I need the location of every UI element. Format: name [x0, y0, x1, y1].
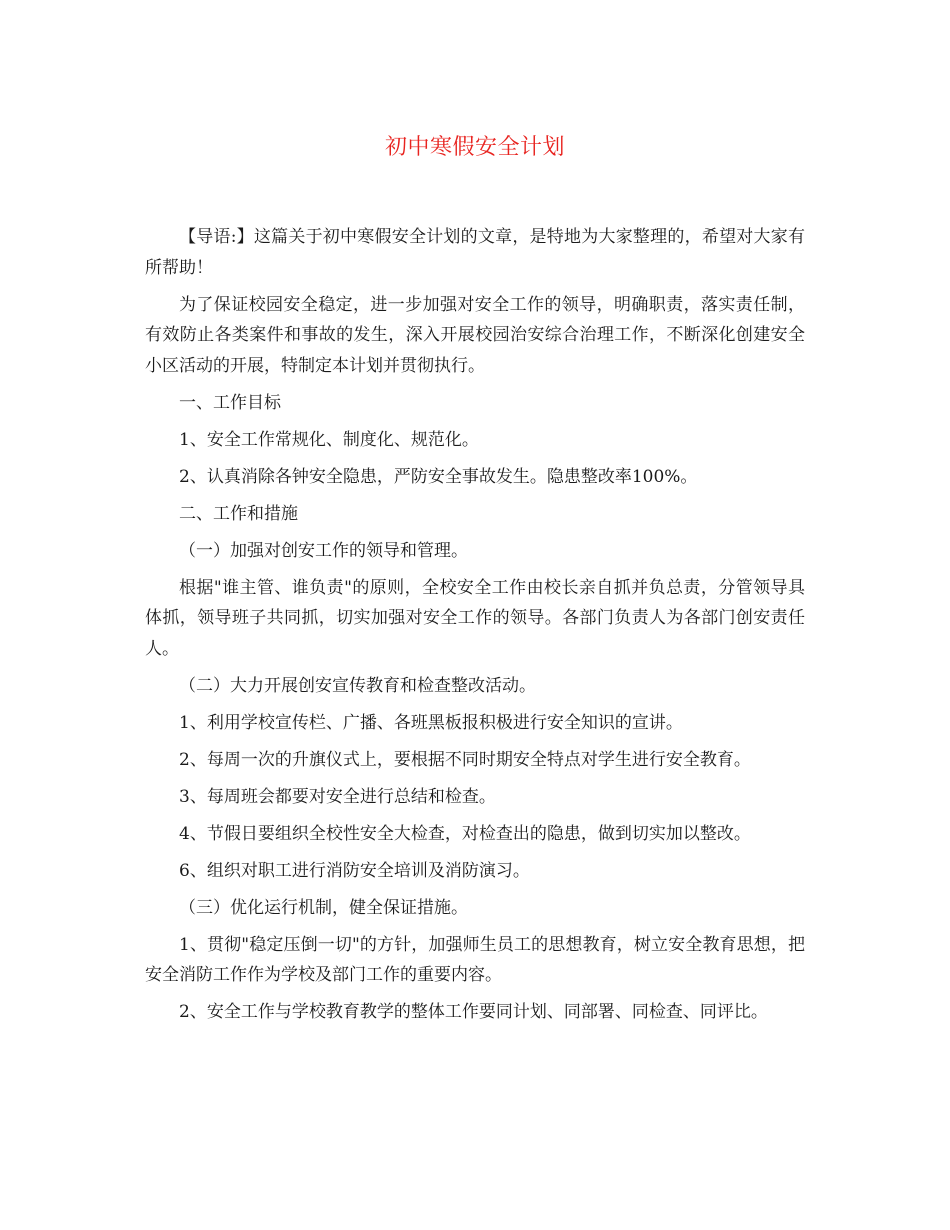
mechanism-item-2: 2、安全工作与学校教育教学的整体工作要同计划、同部署、同检查、同评比。 — [179, 1002, 768, 1022]
subsection-heading-3: （三）优化运行机制，健全保证措施。 — [179, 897, 468, 918]
education-item-4: 4、节假日要组织全校性安全大检查，对检查出的隐患，做到切实加以整改。 — [179, 823, 751, 844]
purpose-paragraph: 为了保证校园安全稳定，进一步加强对安全工作的领导，明确职责，落实责任制，有效防止各类案件和事故的发生，深入开展校园治安综合治理工作，不断深化创建安全小区活动的开展，特制定本计划并贯彻执行。 — [145, 294, 805, 376]
document-body — [145, 222, 805, 1034]
education-item-2: 2、每周一次的升旗仪式上，要根据不同时期安全特点对学生进行安全教育。 — [179, 749, 751, 770]
education-item-3: 3、每周班会都要对安全进行总结和检查。 — [179, 786, 496, 807]
intro-paragraph: 【导语:】这篇关于初中寒假安全计划的文章，是特地为大家整理的，希望对大家有所帮助！ — [145, 227, 805, 278]
education-item-6: 6、组织对职工进行消防安全培训及消防演习。 — [179, 860, 530, 881]
document-title: 初中寒假安全计划 — [384, 135, 565, 160]
goal-item-1: 1、安全工作常规化、制度化、规范化。 — [179, 429, 479, 450]
leadership-paragraph: 根据"谁主管、谁负责"的原则，全校安全工作由校长亲自抓并负总责，分管领导具体抓，领导班子共同抓，切实加强对安全工作的领导。各部门负责人为各部门创安责任人。 — [145, 577, 805, 659]
section-heading-goals: 一、工作目标 — [179, 392, 281, 413]
goal-item-2: 2、认真消除各钟安全隐患，严防安全事故发生。隐患整改率100%。 — [179, 466, 698, 487]
subsection-heading-2: （二）大力开展创安宣传教育和检查整改活动。 — [179, 675, 536, 696]
education-item-1: 1、利用学校宣传栏、广播、各班黑板报积极进行安全知识的宣讲。 — [179, 712, 683, 733]
subsection-heading-1: （一）加强对创安工作的领导和管理。 — [179, 540, 468, 561]
mechanism-item-1: 1、贯彻"稳定压倒一切"的方针，加强师生员工的思想教育，树立安全教育思想，把安全消防工作作为学校及部门工作的重要内容。 — [145, 934, 805, 985]
section-heading-measures: 二、工作和措施 — [179, 503, 298, 524]
